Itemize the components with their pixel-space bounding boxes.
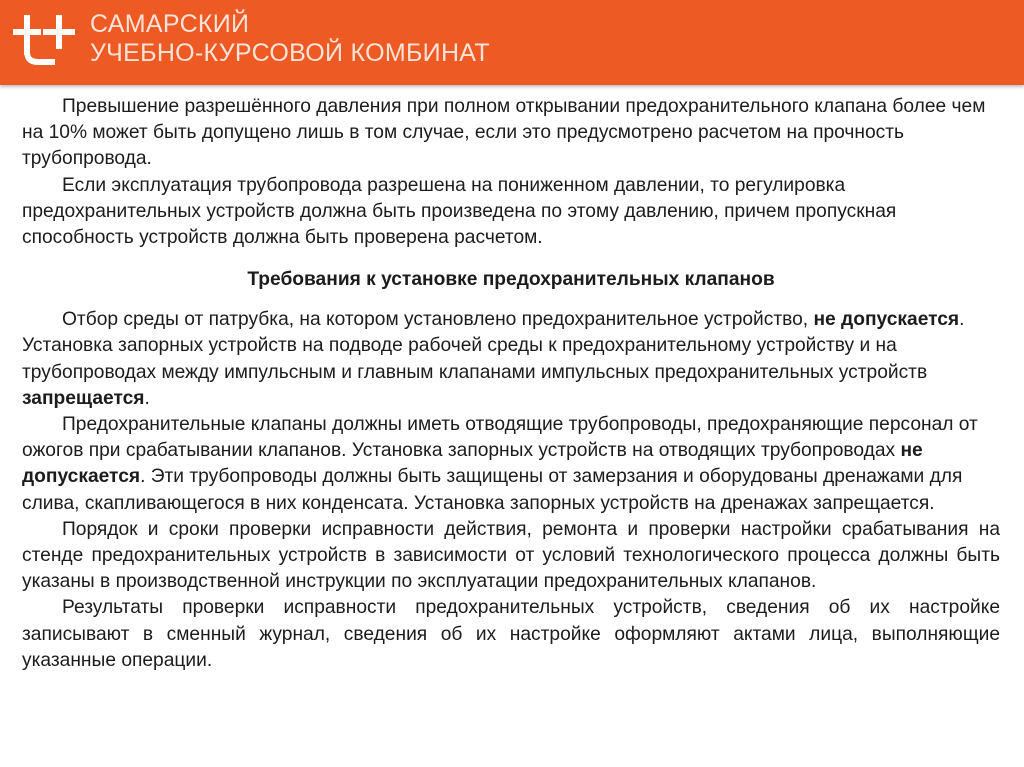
- text-span: Отбор среды от патрубка, на котором установлено предохранительное устройство,: [62, 309, 814, 331]
- header-bar: [0, 0, 1024, 85]
- emphasis-text: запрещается: [22, 387, 145, 409]
- paragraph: [22, 412, 1000, 517]
- brand-line-1: САМАРСКИЙ: [90, 10, 250, 38]
- paragraph: Результаты проверки исправности предохранительных устройств, сведения об их настройке записывают в сменный журнал, сведения об их настройке оформляют актами лица, выполняющие указанные операции.: [22, 597, 1000, 671]
- brand-line-2: УЧЕБНО-КУРСОВОЙ КОМБИНАТ: [90, 39, 490, 67]
- emphasis-text: не допускается: [813, 309, 960, 331]
- text-span: Предохранительные клапаны должны иметь отводящие трубопроводы, предохраняющие персонал от ожогов при срабатывании клапанов. Установка запорных устройств на отводящих трубопроводах: [22, 414, 978, 462]
- paragraph: Если эксплуатация трубопровода разрешена на пониженном давлении, то регулировка предохранительных устройств должна быть произведена по этому давлению, причем пропускная способность устройств должна быть проверена расчетом.: [22, 174, 897, 249]
- text-span: . Установка запорных устройств на подводе рабочей среды к предохранительному устройству и на трубопроводах между импульсным и главным клапанами импульсных предохранительных устройств: [22, 309, 965, 383]
- text-span: . Эти трубопроводы должны быть защищены от замерзания и оборудованы дренажами для слива, скапливающегося в них конденсата. Установка запорных устройств на дренажах запрещается.: [22, 466, 963, 514]
- emphasis-text: не допускается: [22, 440, 923, 488]
- brand-name: [90, 10, 490, 68]
- paragraph: Превышение разрешённого давления при полном открывании предохранительного клапана более чем на 10% может быть допущено лишь в том случае, если это предусмотрено расчетом на прочность трубопровода.: [22, 96, 986, 170]
- paragraph: Порядок и сроки проверки исправности действия, ремонта и проверки настройки срабатывания на стенде предохранительных устройств в зависимости от условий технологического процесса должны быть указаны в производственной инструкции по эксплуатации предохранительных клапанов.: [22, 518, 1000, 593]
- tele2-plus-logo-icon: [12, 12, 76, 70]
- section-heading: Требования к установке предохранительных клапанов: [247, 269, 775, 291]
- document-body: [22, 94, 1000, 674]
- paragraph: [22, 307, 1000, 412]
- text-span: .: [144, 387, 150, 409]
